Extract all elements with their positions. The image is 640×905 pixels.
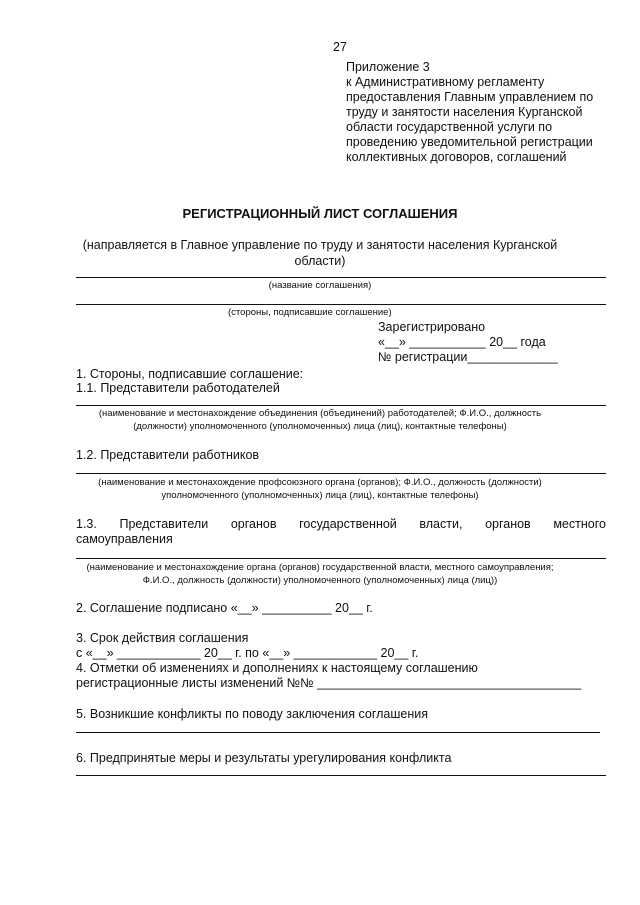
gov-hint: Ф.И.О., должность (должности) уполномоченного (уполномоченных) лица (лиц)) — [142, 575, 498, 586]
section1-gov-line — [76, 517, 606, 532]
appendix-line: к Административному регламенту — [346, 75, 545, 89]
section5-field-line — [76, 732, 600, 733]
registration-number: № регистрации_____________ — [378, 350, 558, 364]
workers-hint: (наименование и местонахождение профсоюзного органа (органов); Ф.И.О., должность (должности) — [98, 477, 542, 488]
hint-name: (название соглашения) — [268, 280, 372, 291]
hint-parties: (стороны, подписавшие соглашение) — [228, 307, 392, 318]
section4-line2: регистрационные листы изменений №№ ______________________________________ — [76, 676, 582, 690]
page-number: 27 — [333, 40, 347, 54]
workers-field-line — [76, 473, 606, 474]
subtitle-line: области) — [294, 254, 346, 268]
gov-word: органов — [230, 517, 277, 531]
gov-word: власти, — [419, 517, 463, 531]
employers-field-line — [76, 405, 606, 406]
gov-word: местного — [553, 517, 606, 531]
section1-gov-line2: самоуправления — [76, 532, 173, 546]
gov-word: 1.3. — [76, 517, 97, 531]
appendix-line: труду и занятости населения Курганской — [346, 105, 583, 119]
appendix-line: Приложение 3 — [346, 60, 430, 74]
registered-label: Зарегистрировано — [378, 320, 486, 334]
parties-field-line — [76, 304, 606, 305]
section1-heading: 1. Стороны, подписавшие соглашение: — [76, 367, 304, 381]
document-title: РЕГИСТРАЦИОННЫЙ ЛИСТ СОГЛАШЕНИЯ — [182, 206, 458, 221]
gov-hint: (наименование и местонахождение органа (органов) государственной власти, местного самоуправления; — [86, 562, 554, 573]
section6-field-line — [76, 775, 606, 776]
gov-field-line — [76, 558, 606, 559]
appendix-line: коллективных договоров, соглашений — [346, 150, 567, 164]
appendix-line: области государственной услуги по — [346, 120, 553, 134]
section2: 2. Соглашение подписано «__» __________ 20__ г. — [76, 601, 373, 615]
name-field-line — [76, 277, 606, 278]
gov-word: государственной — [299, 517, 397, 531]
section3-period: с «__» ____________ 20__ г. по «__» ____________ 20__ г. — [76, 646, 419, 660]
employers-hint: (должности) уполномоченного (уполномоченных) лица (лиц), контактные телефоны) — [133, 421, 507, 432]
gov-word: Представители — [119, 517, 209, 531]
section4-line1: 4. Отметки об изменениях и дополнениях к настоящему соглашению — [76, 661, 478, 675]
workers-hint: уполномоченного (уполномоченных) лица (лиц), контактные телефоны) — [161, 490, 479, 501]
section1-employers: 1.1. Представители работодателей — [76, 381, 280, 395]
section1-workers: 1.2. Представители работников — [76, 448, 260, 462]
section6: 6. Предпринятые меры и результаты урегулирования конфликта — [76, 751, 452, 765]
appendix-block — [346, 60, 593, 165]
subtitle-line: (направляется в Главное управление по труду и занятости населения Курганской — [82, 238, 558, 252]
appendix-line: предоставления Главным управлением по — [346, 90, 594, 104]
appendix-line: проведению уведомительной регистрации — [346, 135, 593, 149]
section5: 5. Возникшие конфликты по поводу заключения соглашения — [76, 707, 429, 721]
section3-heading: 3. Срок действия соглашения — [76, 631, 249, 645]
gov-word: органов — [485, 517, 531, 531]
employers-hint: (наименование и местонахождение объединения (объединений) работодателей; Ф.И.О., должность — [98, 408, 542, 419]
registered-date: «__» ___________ 20__ года — [378, 335, 546, 349]
